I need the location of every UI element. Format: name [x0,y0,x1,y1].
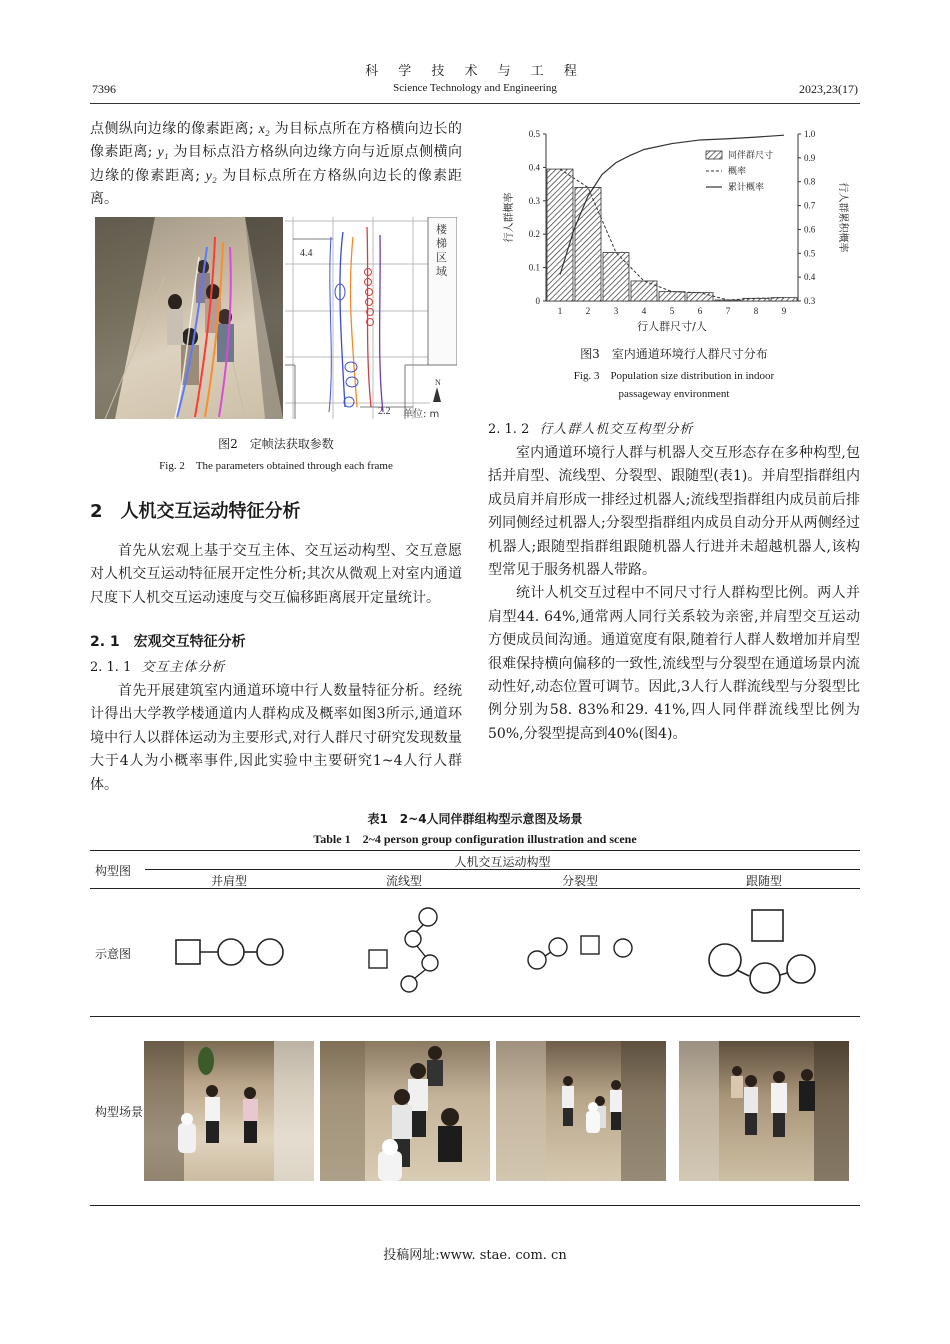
para-continued: 点侧纵向边缘的像素距离; x₂ 为目标点所在方格横向边长的像素距离; y₁ 为目标点沿方格纵向边缘方向与近原点侧横向边缘的像素距离; y₂ 为目标点所在方格纵向边长的像素距离。 [90,121,463,208]
table1-type-2: 流线型 [385,874,422,888]
y-axis-title-left: 行人群概率 [504,192,515,243]
section-2-1-2-body: 室内通道环境行人群与机器人交互形态存在多种构型,包括并肩型、流线型、分裂型、跟随型(表1)。并肩型指群组内成员肩并肩形成一排经过机器人;流线型指群组内成员前后排列同侧经过机器人;分裂型指群组内成员自动分开从两侧经过机器人;跟随型指群组跟随机器人行进并未超越机器人,该构型常见于服务机器人带路。 统计人机交互过程中不同尺寸行人群构型比例。两人并肩型44. 64%,通常两人同行关系较为亲密,并肩型交互运动方便成员间沟通。通道宽度有限,随着行人群人数增加并肩型很难保持横向偏移的一致性,流线型与分裂型在通道场景内流动性好,动态位置可调节。因此,3人行人群流线型与分裂型比例分别为58. 83%和29. 41%,四人同伴群流线型比例为50%,分裂型提高到40%(图4)。 [488,445,860,742]
y-tick-label-right: 0.3 [804,296,816,306]
header-rule [90,103,860,104]
bar-4 [631,281,657,301]
schematic-side-by-side [176,939,283,965]
issue-info: 2023,23(17) [799,82,858,96]
journal-title-en: Science Technology and Engineering [393,82,557,94]
north-arrow-icon [433,387,441,402]
y-tick-label-right: 0.6 [804,224,816,235]
y-tick-label-right: 1.0 [804,129,816,139]
x-tick-label: 7 [725,306,731,316]
table1-row-diagram: 示意图 [95,947,132,961]
fig2-width-label: 4.4 [300,248,313,259]
fig2-trajectory-plot [285,217,457,419]
table1-bottom-rule [90,1205,860,1206]
fig2-diagram [285,217,457,419]
x-tick-label: 1 [557,306,563,316]
legend-label-dashed: 概率 [728,167,747,177]
y-tick-label-right: 0.5 [804,248,816,259]
fig3-chart [488,118,860,336]
bar-3 [603,253,629,301]
schematic-following [709,910,815,993]
legend-label-bar: 同伴群尺寸 [728,151,774,161]
fig2-photo [95,217,283,419]
fig3-caption-en-1: Fig. 3 Population size distribution in indoor [573,370,775,382]
section-2-1-2-heading: 2. 1. 2 行人群人机交互构型分析 [488,422,694,437]
schematic-streamline [369,908,438,992]
fig3-caption-en-2: passageway environment [618,388,730,400]
x-tick-label: 6 [697,306,703,316]
journal-title-cn: 科 学 技 术 与 工 程 [365,64,585,79]
bar-6 [687,293,713,301]
fig2-caption-en: Fig. 2 The parameters obtained through each frame [159,460,393,472]
y-tick-label-right: 0.8 [804,176,816,187]
fig2-bottom-label: 2.2 [378,406,391,417]
x-axis-title: 行人群尺寸/人 [637,320,707,333]
table1-group-header: 人机交互运动构型 [454,855,551,869]
schematic-split [528,936,632,969]
y-tick-label-left: 0.3 [528,195,540,206]
table1-type-4: 跟随型 [745,874,782,888]
y-tick-label-right: 0.4 [804,272,816,283]
x-tick-label: 8 [753,306,759,316]
table1-type-3: 分裂型 [561,874,598,888]
fig3-caption-cn: 图3 室内通道环境行人群尺寸分布 [580,347,768,361]
x-tick-label: 2 [585,306,591,316]
section-2-1-title: 2. 1 宏观交互特征分析 [90,634,246,650]
table1-col-header: 构型图 [95,864,132,878]
y-tick-label-right: 0.7 [804,200,816,211]
section-2-1-1-body: 首先开展建筑室内通道环境中行人数量特征分析。经统计得出大学教学楼通道内人群构成及概率如图3所示,通道环境中行人以群体运动为主要形式,对行人群尺寸研究发现数量大于4人为小概率事件,因此实验中主要研究1~4人行人群体。 [90,683,462,793]
table1-row-scene: 构型场景 [95,1105,144,1119]
bar-1 [547,169,573,301]
legend-swatch-bar [706,151,722,159]
x-tick-label: 5 [669,306,675,316]
bar-2 [575,187,601,301]
y-tick-label-right: 0.9 [804,152,816,163]
section-2-1-1-heading: 2. 1. 1 交互主体分析 [90,660,226,675]
bar-9 [771,298,797,301]
y-tick-label-left: 0.1 [528,262,540,273]
table1-mid-rule [90,1016,860,1017]
x-tick-label: 9 [781,306,787,316]
table1-title-cn: 表1 2~4人同伴群组构型示意图及场景 [367,812,583,826]
fig2-unit-label: 单位: m [403,409,440,419]
scene-photo-1-art [144,1041,314,1181]
table1-schematics [145,890,860,1014]
table1-type-1: 并肩型 [210,874,247,888]
scene-photo-streamline [320,1041,490,1181]
y-tick-label-left: 0.4 [528,162,540,173]
y-tick-label-left: 0.2 [528,229,540,240]
section-2-title: 2 人机交互运动特征分析 [90,501,301,522]
legend-label-line: 累计概率 [728,183,765,193]
table1-title-en: Table 1 2~4 person group configuration illustration and scene [313,832,637,846]
fig2-stairs-label: 楼梯区域 [436,223,447,278]
fig2-caption-cn: 图2 定帧法获取参数 [218,437,334,451]
scene-photo-split [496,1041,666,1181]
x-tick-label: 3 [613,306,619,316]
fig2-photo-scene [95,217,283,419]
scene-photo-4-art [679,1041,849,1181]
page-number: 7396 [92,82,116,96]
y-tick-label-left: 0 [535,296,540,306]
bar-5 [659,292,685,301]
footer-url: 投稿网址:www. stae. com. cn [383,1248,567,1263]
section-2-intro: 首先从宏观上基于交互主体、交互运动构型、交互意愿对人机交互运动特征展开定性分析;其次从微观上对室内通道尺度下人机交互运动速度与交互偏移距离展开定量统计。 [90,543,462,606]
y-tick-label-left: 0.5 [528,129,540,139]
y-axis-title-right: 行人群累积概率 [837,182,848,253]
scene-photo-2-art [320,1041,490,1181]
scene-photo-3-art [496,1041,666,1181]
scene-photo-side-by-side [144,1041,314,1181]
table1-top-rule [90,850,860,851]
fig2-north-label: N [435,378,441,387]
x-tick-label: 4 [641,306,647,316]
scene-photo-following [679,1041,849,1181]
